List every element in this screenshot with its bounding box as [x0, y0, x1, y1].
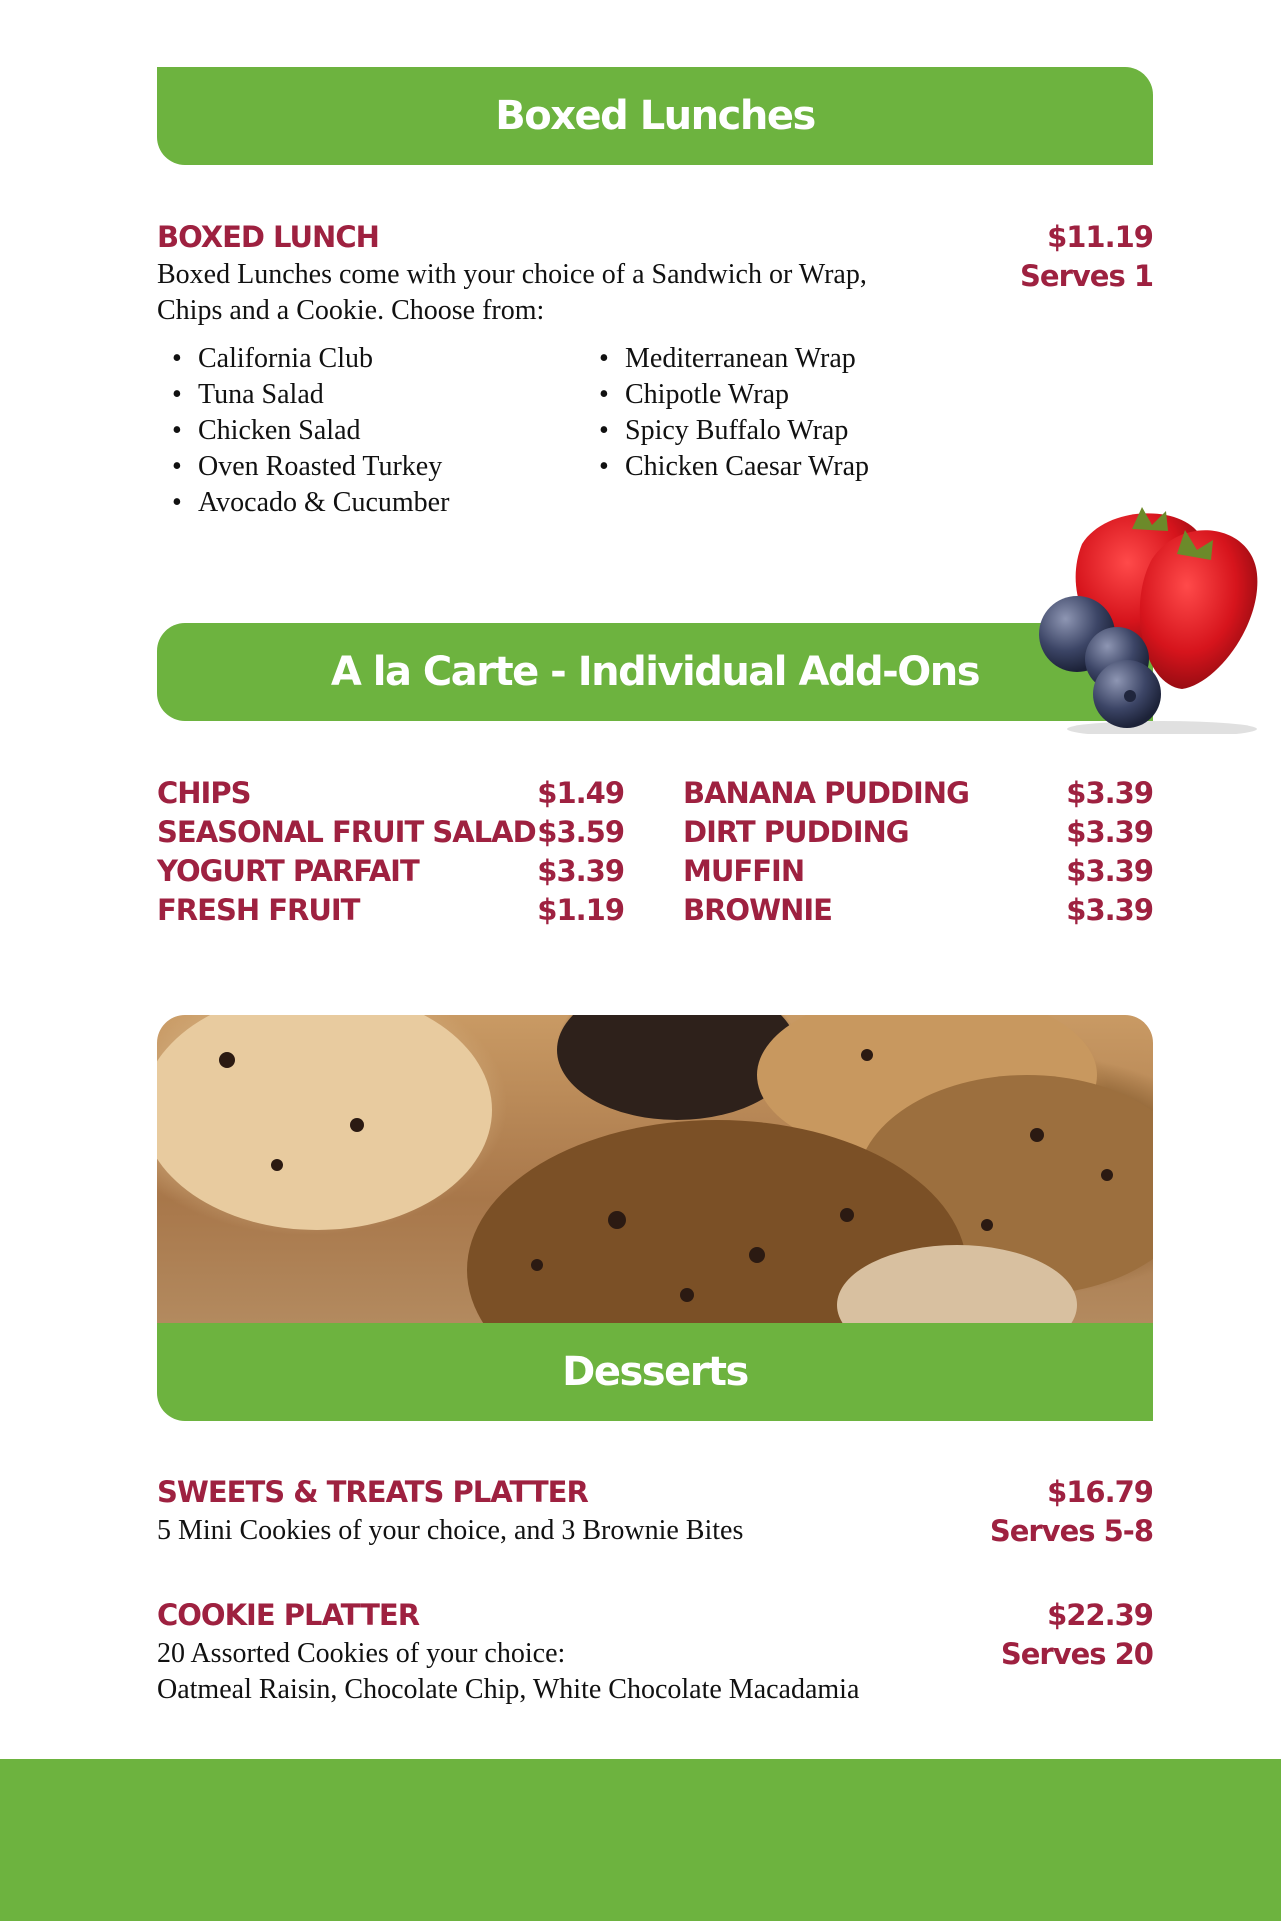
item-description-boxed-lunch	[157, 257, 867, 329]
item-name-boxed-lunch: BOXED LUNCH	[157, 220, 379, 254]
section-banner-desserts	[157, 1323, 1153, 1421]
footer-band	[0, 1759, 1281, 1921]
options-list-right	[597, 341, 869, 485]
item-price-boxed-lunch: $11.19	[1047, 220, 1153, 254]
description-line: 20 Assorted Cookies of your choice:	[157, 1638, 566, 1669]
addon-name: YOGURT PARFAIT	[157, 854, 419, 888]
section-banner-a-la-carte	[157, 623, 1153, 721]
addon-price: $1.19	[537, 893, 624, 927]
description-line: Boxed Lunches come with your choice of a Sandwich or Wrap,	[157, 259, 867, 290]
list-item: • Tuna Salad	[170, 377, 449, 413]
description-line: 5 Mini Cookies of your choice, and 3 Brownie Bites	[157, 1515, 744, 1546]
list-item: • Mediterranean Wrap	[597, 341, 869, 377]
description-line: Chips and a Cookie. Choose from:	[157, 295, 545, 326]
list-item: • Avocado & Cucumber	[170, 485, 449, 521]
item-price-sweets-platter: $16.79	[1047, 1475, 1153, 1509]
item-description-sweets-platter	[157, 1513, 743, 1549]
list-item: • Chicken Salad	[170, 413, 449, 449]
addon-price: $3.39	[1066, 776, 1153, 810]
item-name-cookie-platter: COOKIE PLATTER	[157, 1598, 420, 1632]
addon-name: MUFFIN	[683, 854, 805, 888]
list-item: • Spicy Buffalo Wrap	[597, 413, 869, 449]
addon-name: DIRT PUDDING	[683, 815, 909, 849]
section-banner-boxed-lunches	[157, 67, 1153, 165]
list-item	[683, 891, 1153, 930]
list-item	[683, 774, 1153, 813]
addon-price: $3.39	[1066, 854, 1153, 888]
list-item	[157, 813, 624, 852]
list-item	[683, 852, 1153, 891]
addon-price: $3.59	[537, 815, 624, 849]
addon-name: CHIPS	[157, 776, 251, 810]
item-serves-boxed-lunch: Serves 1	[1020, 259, 1153, 293]
list-item	[157, 852, 624, 891]
cookies-image	[157, 1015, 1153, 1323]
item-serves-cookie-platter: Serves 20	[1000, 1637, 1153, 1671]
list-item: • Oven Roasted Turkey	[170, 449, 449, 485]
list-item: • Chicken Caesar Wrap	[597, 449, 869, 485]
list-item: • Chipotle Wrap	[597, 377, 869, 413]
fruit-image	[1012, 484, 1262, 734]
item-price-cookie-platter: $22.39	[1047, 1598, 1153, 1632]
addon-price: $3.39	[1066, 893, 1153, 927]
addon-name: BANANA PUDDING	[683, 776, 969, 810]
addon-price: $1.49	[537, 776, 624, 810]
section-title: Boxed Lunches	[495, 93, 815, 139]
item-serves-sweets-platter: Serves 5-8	[989, 1514, 1153, 1548]
options-list-left	[170, 341, 449, 521]
addon-price: $3.39	[1066, 815, 1153, 849]
item-name-sweets-platter: SWEETS & TREATS PLATTER	[157, 1475, 588, 1509]
list-item	[157, 891, 624, 930]
list-item: • California Club	[170, 341, 449, 377]
addon-name: FRESH FRUIT	[157, 893, 360, 927]
list-item	[683, 813, 1153, 852]
section-title: Desserts	[562, 1349, 748, 1395]
description-line: Oatmeal Raisin, Chocolate Chip, White Chocolate Macadamia	[157, 1674, 860, 1705]
addon-name: SEASONAL FRUIT SALAD	[157, 815, 536, 849]
addon-price: $3.39	[537, 854, 624, 888]
addon-name: BROWNIE	[683, 893, 832, 927]
section-title: A la Carte - Individual Add-Ons	[330, 649, 980, 695]
item-description-cookie-platter	[157, 1636, 859, 1708]
list-item	[157, 774, 624, 813]
